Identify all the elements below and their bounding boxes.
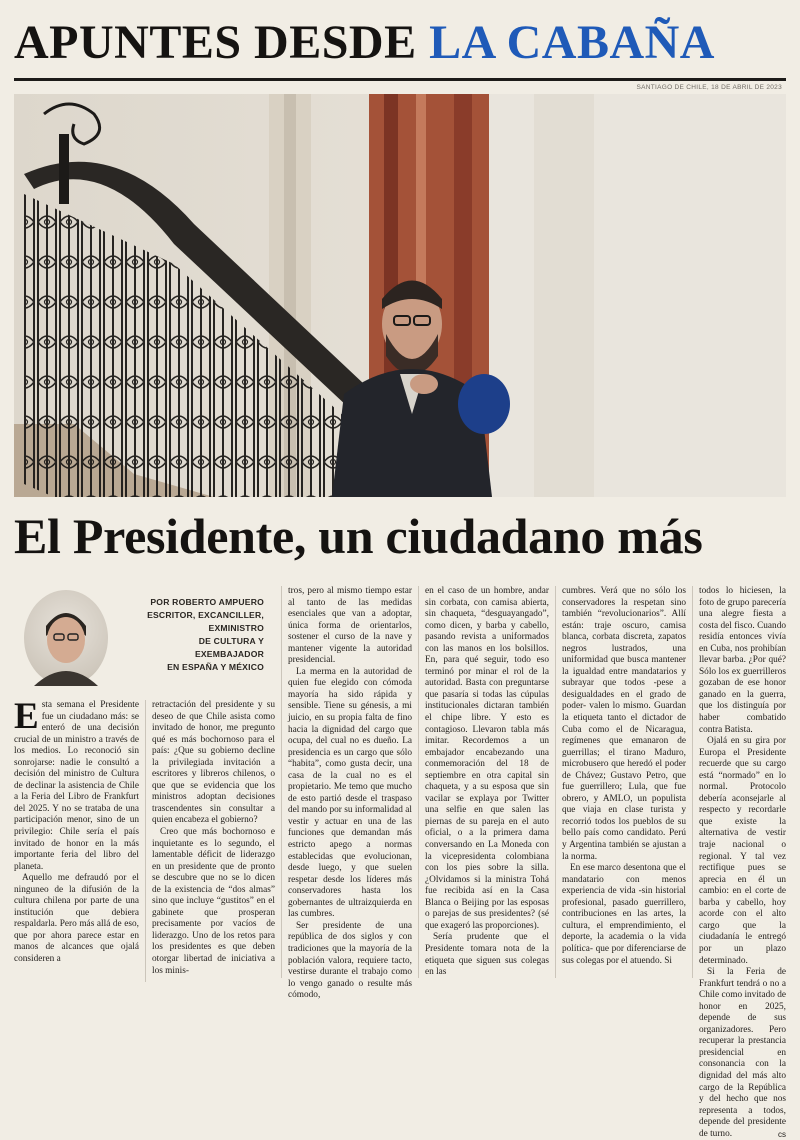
- paragraph: tros, pero al mismo tiempo estar al tanto de las medidas esenciales que van a adoptar, única forma de orientarlos, sostener el curso de la nave y mantener vigente la autoridad presidencial.: [288, 586, 412, 666]
- author-portrait-illustration: [24, 590, 108, 686]
- article-column-6: [699, 586, 787, 1139]
- section-masthead: [14, 12, 786, 74]
- paragraph: Ojalá en su gira por Europa el Presidente recuerde que su cargo está “normado” en lo normal. Protocolo debería aconsejarle al respecto y recordarle que existe la alternativa de vestir traje nacional o regional. Y tal vez rectifique pues se aprecia en él un cambio: en el corte de barba y cabello, hoy acorde con el alto cargo que la ciudadanía le entregó por un plazo determinado.: [699, 736, 786, 966]
- author-byline: [134, 596, 264, 674]
- byline-line: EN ESPAÑA Y MÉXICO: [167, 662, 264, 672]
- masthead-part-2: LA CABAÑA: [429, 16, 715, 69]
- drop-cap: E: [14, 696, 39, 737]
- article-column-5: [562, 586, 686, 982]
- article-column-2: [152, 700, 275, 982]
- paragraph: Creo que más bochornoso e inquietante es lo segundo, el lamentable déficit de liderazgo en un presidente que de pronto se descubre que no se lo dicen de la existencia de “dos almas” sino que incluye “gustitos” en el gabinete que prosperan precisamente por vacíos de liderazgo. Uno de los retos para los presidentes es que deben otorgar libertad de iniciativa a los minis-: [152, 827, 275, 976]
- byline-line: ESCRITOR, EXCANCILLER,: [147, 610, 264, 620]
- end-mark: cs: [778, 1129, 786, 1139]
- column-separator: [145, 700, 146, 982]
- article-column-4: [425, 586, 549, 982]
- newspaper-page: [14, 0, 787, 1139]
- paragraph: La merma en la autoridad de quien fue elegido con cómoda mayoría ha sido rápida y sensible. Tiene su génesis, a mi juicio, en su propia falta de fino hacia la dignidad del cargo que ocupa, del cual no es dueño. La presidencia es un cargo que sólo “habita”, como gusta decir, una casa de la cual no es el propietario. Me temo que mucho de esto partió desde el traspaso del mando por su informalidad al vestir y actuar en una de las funciones que demandan más estricto apego a normas establecidas que evolucionan, desde luego, y que suelen respetar desde los líderes más conservadores hasta los gobernantes de ultraizquierda en las cumbres.: [288, 666, 412, 920]
- paragraph: Ser presidente de una república de dos siglos y con tradiciones que la mayoría de la población valora, requiere tacto, vestirse durante el trabajo como lo vengo ganado o resulte más cómodo,: [288, 920, 412, 1001]
- paragraph: retractación del presidente y su deseo de que Chile asista como invitado de honor, me pregunto qué es más bochornoso para el país: ¿Que su gobierno decline la privilegiada invitación a escritores y libreros chilenos, o que que se evidencia que los ministros adoptan decisiones trascendentes sin consultar a quien encabeza el gobierno?: [152, 700, 275, 826]
- byline-line: DE CULTURA Y: [198, 636, 264, 646]
- column-separator: [555, 586, 556, 978]
- column-separator: [692, 586, 693, 978]
- paragraph: en el caso de un hombre, andar sin corbata, con camisa abierta, sin chaqueta, “desguayangado”, como dicen, y barba y cabello, pasando revista a uniformados con las manos en los bolsillos. En, para qué seguir, todo eso terminó por minar el rol de la autoridad. Basta con preguntarse que pasaría si todas las cúpulas institucionales dictaran también el chipe libre. Y esto es contagioso. Llevaron tabla más imitar. Recordemos a un embajador encabezando una conmemoración del 18 de septiembre en otra capital sin chaqueta, y a su esposa que sin vacilar se explaya por Twitter una selfie en que salen las piernas de su pareja en el auto oficial, o a la primera dama conversando en La Moneda con la vicepresidenta colombiana con los pies sobre la silla. ¿Olvidamos si la ministra Tohá fue recibida así en la Casa Blanca o Beijing por las esposas o parejas de sus presidentes? (sé que exageró las proporciones).: [425, 586, 549, 931]
- paragraph: En ese marco desentona que el mandatario con menos experiencia de vida -sin historial profesional, pasado guerrillero, contribuciones en las artes, la cultura, el emprendimiento, el deporte, la academia o la vida política- que por diferenciarse de sus colegas por el atuendo. Si: [562, 863, 686, 966]
- article-column-1: [14, 696, 139, 982]
- article-headline: El Presidente, un ciudadano más: [14, 508, 703, 564]
- byline-line: POR ROBERTO AMPUERO: [150, 597, 264, 607]
- byline-line: EXEMBAJADOR: [194, 649, 264, 659]
- masthead-rule: [14, 78, 786, 81]
- column-separator: [281, 586, 282, 978]
- paragraph: todos lo hiciesen, la foto de grupo parecería una alegre fiesta a costa del fisco. Cuando residía entonces vivía en Cuba, nos prohibían llevar barba. ¿Por qué? Sólo los ex guerrilleros gozaban de ese honor ganado en la guerra, que los distinguía por haber combatido contra Batista.: [699, 586, 786, 735]
- dateline: SANTIAGO DE CHILE, 18 DE ABRIL DE 2023: [636, 84, 782, 91]
- author-portrait: [24, 590, 108, 686]
- paragraph: Aquello me defraudó por el ninguneo de la difusión de la cultura chilena por parte de una institución que debiera respaldarla. Pero más allá de eso, que por ahora parece estar en manos de alcances que ojalá consideren a: [14, 873, 139, 965]
- byline-line: EXMINISTRO: [208, 623, 264, 633]
- paragraph: Sería prudente que el Presidente tomara nota de la etiqueta que siguen sus colegas en las: [425, 932, 549, 978]
- article-column-3: [288, 586, 412, 1001]
- main-photo: [14, 94, 786, 497]
- staircase-photo-illustration: [14, 94, 786, 497]
- paragraph: cumbres. Verá que no sólo los conservadores la respetan sino también “revolucionarios”. Allí están: traje oscuro, camisa blanca, corbata discreta, zapatos negros lustrados, una uniformidad que busca mantener la igualdad entre mandatarios y subrayar que todos -pese a desigualdades en el grado de poder- valen lo mismo. Guardan la etiqueta tanto el dictador de Cuba como el de Nicaragua, regímenes que emanaron de guerrillas; el tirano Maduro, microbusero que heredó el poder de Chávez; Gustavo Petro, que fue guerrillero; Lula, que fue obrero, y AMLO, un populista que viaja en clase turista y recorrió todos los pueblos de su bello país como candidato. Perú y Argentina también se ajustan a la norma.: [562, 586, 686, 862]
- masthead-part-1: APUNTES DESDE: [14, 16, 430, 69]
- column-separator: [418, 586, 419, 978]
- paragraph: Esta semana el Presidente fue un ciudadano más: se enteró de una decisión crucial de un ministro a través de los medios. Lo reconoció sin sonrojarse: nadie le consultó a decisión del ministro de Cultura de declinar la asistencia de Chile a la Feria del Libro de Frankfurt del 2025. Y no se trataba de una participación menor, sino de un privilegio: Chile sería el país invitado de honor en la más importante feria del libro del planeta.: [14, 696, 139, 872]
- paragraph: Si la Feria de Frankfurt tendrá o no a Chile como invitado de honor en 2025, depende de sus organizadores. Pero recuperar la prestancia presidencial en consonancia con la dignidad del más alto cargo de la República y del hecho que nos representa a todos, depende del presidente de turno. cs: [699, 967, 787, 1139]
